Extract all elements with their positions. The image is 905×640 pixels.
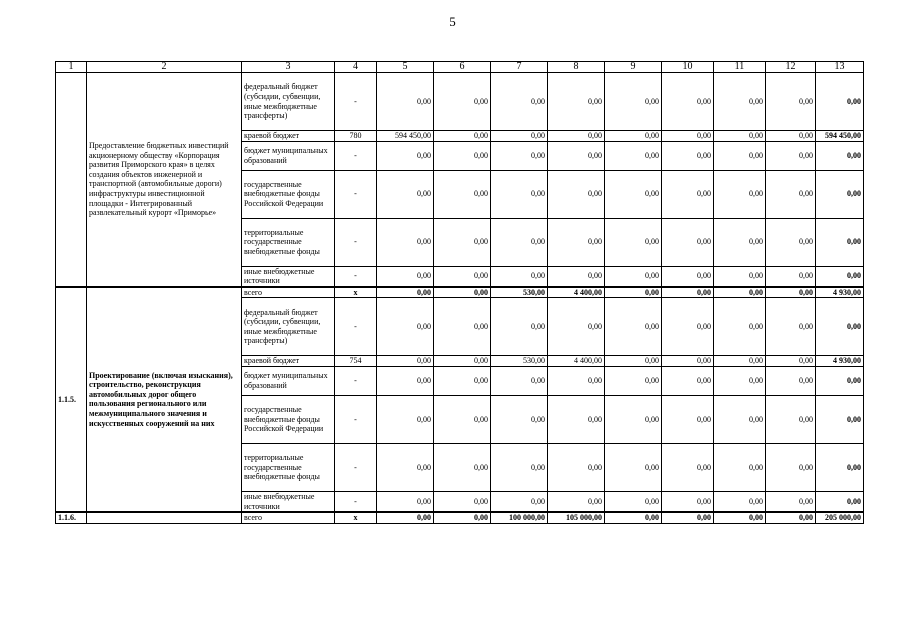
funding-source: государственные внебюджетные фонды Российской Федерации bbox=[242, 170, 335, 218]
value-cell: 530,00 bbox=[491, 356, 548, 367]
value-cell: 0,00 bbox=[766, 298, 816, 356]
value-cell: 0,00 bbox=[714, 131, 766, 142]
value-cell: 0,00 bbox=[491, 366, 548, 395]
value-cell: 0,00 bbox=[766, 266, 816, 287]
value-cell: 0,00 bbox=[605, 266, 662, 287]
value-cell: 0,00 bbox=[605, 443, 662, 491]
value-cell: 0,00 bbox=[605, 170, 662, 218]
value-cell: 0,00 bbox=[377, 170, 434, 218]
col-header: 4 bbox=[335, 62, 377, 73]
value-cell: 0,00 bbox=[377, 443, 434, 491]
budget-code: - bbox=[335, 366, 377, 395]
value-cell: 0,00 bbox=[605, 73, 662, 131]
funding-source: краевой бюджет bbox=[242, 131, 335, 142]
value-cell: 0,00 bbox=[816, 395, 864, 443]
page-number: 5 bbox=[449, 14, 456, 29]
value-cell: 0,00 bbox=[714, 298, 766, 356]
value-cell: 0,00 bbox=[816, 218, 864, 266]
value-cell: 594 450,00 bbox=[377, 131, 434, 142]
value-cell: 0,00 bbox=[491, 298, 548, 356]
value-cell: 0,00 bbox=[548, 131, 605, 142]
col-header: 7 bbox=[491, 62, 548, 73]
value-cell: 0,00 bbox=[662, 491, 714, 512]
value-cell: 0,00 bbox=[491, 443, 548, 491]
value-cell: 0,00 bbox=[491, 266, 548, 287]
funding-source: иные внебюджетные источники bbox=[242, 266, 335, 287]
value-cell: 0,00 bbox=[766, 395, 816, 443]
table-body bbox=[56, 62, 864, 524]
col-header: 1 bbox=[56, 62, 87, 73]
value-cell: 0,00 bbox=[491, 170, 548, 218]
funding-source: иные внебюджетные источники bbox=[242, 491, 335, 512]
value-cell: 0,00 bbox=[377, 366, 434, 395]
value-cell: 0,00 bbox=[434, 443, 491, 491]
value-cell: 0,00 bbox=[377, 266, 434, 287]
budget-code: x bbox=[335, 512, 377, 523]
col-header: 10 bbox=[662, 62, 714, 73]
value-cell: 0,00 bbox=[816, 491, 864, 512]
value-cell: 4 930,00 bbox=[816, 287, 864, 298]
value-cell: 0,00 bbox=[714, 141, 766, 170]
value-cell: 0,00 bbox=[766, 73, 816, 131]
value-cell: 0,00 bbox=[377, 298, 434, 356]
budget-table bbox=[55, 61, 864, 524]
value-cell: 0,00 bbox=[434, 141, 491, 170]
col-header: 2 bbox=[87, 62, 242, 73]
value-cell: 0,00 bbox=[491, 218, 548, 266]
value-cell: 0,00 bbox=[548, 491, 605, 512]
budget-code: - bbox=[335, 218, 377, 266]
activity-name: Проектирование (включая изыскания), строительство, реконструкция автомобильных дорог общего пользования регионального или межмуниципального значения и искусственных сооружений на них bbox=[87, 287, 242, 512]
value-cell: 0,00 bbox=[548, 366, 605, 395]
budget-code: - bbox=[335, 266, 377, 287]
funding-source: федеральный бюджет (субсидии, субвенции, иные межбюджетные трансферты) bbox=[242, 73, 335, 131]
budget-code: 780 bbox=[335, 131, 377, 142]
funding-source: бюджет муниципальных образований bbox=[242, 366, 335, 395]
value-cell: 0,00 bbox=[605, 366, 662, 395]
value-cell: 0,00 bbox=[766, 512, 816, 523]
row-index: 1.1.5. bbox=[56, 287, 87, 512]
value-cell: 0,00 bbox=[434, 131, 491, 142]
value-cell: 105 000,00 bbox=[548, 512, 605, 523]
value-cell: 0,00 bbox=[491, 73, 548, 131]
value-cell: 0,00 bbox=[766, 141, 816, 170]
value-cell: 0,00 bbox=[548, 218, 605, 266]
value-cell: 0,00 bbox=[662, 443, 714, 491]
value-cell: 0,00 bbox=[548, 266, 605, 287]
value-cell: 0,00 bbox=[816, 443, 864, 491]
value-cell: 0,00 bbox=[377, 395, 434, 443]
col-header: 3 bbox=[242, 62, 335, 73]
value-cell: 0,00 bbox=[714, 218, 766, 266]
value-cell: 0,00 bbox=[662, 298, 714, 356]
header-row bbox=[56, 62, 864, 73]
value-cell: 0,00 bbox=[662, 287, 714, 298]
value-cell: 0,00 bbox=[714, 356, 766, 367]
value-cell: 0,00 bbox=[714, 443, 766, 491]
value-cell: 0,00 bbox=[377, 141, 434, 170]
value-cell: 0,00 bbox=[548, 395, 605, 443]
value-cell: 0,00 bbox=[377, 73, 434, 131]
value-cell: 0,00 bbox=[434, 266, 491, 287]
value-cell: 0,00 bbox=[605, 512, 662, 523]
value-cell: 4 930,00 bbox=[816, 356, 864, 367]
value-cell: 0,00 bbox=[434, 512, 491, 523]
value-cell: 0,00 bbox=[605, 218, 662, 266]
value-cell: 0,00 bbox=[377, 491, 434, 512]
value-cell: 0,00 bbox=[816, 366, 864, 395]
value-cell: 0,00 bbox=[548, 170, 605, 218]
budget-code: - bbox=[335, 170, 377, 218]
value-cell: 0,00 bbox=[377, 218, 434, 266]
budget-code: x bbox=[335, 287, 377, 298]
value-cell: 0,00 bbox=[434, 395, 491, 443]
value-cell: 0,00 bbox=[605, 141, 662, 170]
value-cell: 0,00 bbox=[434, 218, 491, 266]
value-cell: 0,00 bbox=[605, 131, 662, 142]
value-cell: 0,00 bbox=[714, 512, 766, 523]
value-cell: 0,00 bbox=[662, 141, 714, 170]
value-cell: 0,00 bbox=[662, 218, 714, 266]
funding-source: бюджет муниципальных образований bbox=[242, 141, 335, 170]
value-cell: 4 400,00 bbox=[548, 287, 605, 298]
row-index: 1.1.6. bbox=[56, 512, 87, 523]
value-cell: 0,00 bbox=[766, 218, 816, 266]
value-cell: 0,00 bbox=[491, 131, 548, 142]
value-cell: 0,00 bbox=[662, 395, 714, 443]
budget-code: 754 bbox=[335, 356, 377, 367]
value-cell: 530,00 bbox=[491, 287, 548, 298]
value-cell: 0,00 bbox=[434, 356, 491, 367]
value-cell: 0,00 bbox=[766, 170, 816, 218]
value-cell: 0,00 bbox=[434, 298, 491, 356]
value-cell: 0,00 bbox=[816, 298, 864, 356]
value-cell: 0,00 bbox=[662, 356, 714, 367]
funding-source: всего bbox=[242, 512, 335, 523]
value-cell: 0,00 bbox=[714, 266, 766, 287]
value-cell: 0,00 bbox=[548, 298, 605, 356]
value-cell: 0,00 bbox=[662, 131, 714, 142]
value-cell: 0,00 bbox=[377, 512, 434, 523]
col-header: 12 bbox=[766, 62, 816, 73]
value-cell: 0,00 bbox=[766, 287, 816, 298]
funding-source: всего bbox=[242, 287, 335, 298]
value-cell: 0,00 bbox=[714, 491, 766, 512]
value-cell: 0,00 bbox=[662, 266, 714, 287]
value-cell: 0,00 bbox=[662, 366, 714, 395]
value-cell: 0,00 bbox=[434, 73, 491, 131]
value-cell: 0,00 bbox=[605, 287, 662, 298]
activity-name bbox=[87, 512, 242, 523]
activity-name: Предоставление бюджетных инвестиций акционерному обществу «Корпорация развития Приморского края» в целях создания объектов инженерной и транспортной (автомобильные дороги) инфраструктуры инвестиционной площадки - Интегрированный развлекательный курорт «Приморье» bbox=[87, 73, 242, 287]
budget-code: - bbox=[335, 298, 377, 356]
value-cell: 0,00 bbox=[714, 73, 766, 131]
funding-source: федеральный бюджет (субсидии, субвенции, иные межбюджетные трансферты) bbox=[242, 298, 335, 356]
budget-code: - bbox=[335, 443, 377, 491]
value-cell: 0,00 bbox=[548, 141, 605, 170]
col-header: 6 bbox=[434, 62, 491, 73]
value-cell: 0,00 bbox=[434, 170, 491, 218]
value-cell: 0,00 bbox=[548, 73, 605, 131]
value-cell: 0,00 bbox=[605, 491, 662, 512]
value-cell: 0,00 bbox=[766, 131, 816, 142]
col-header: 5 bbox=[377, 62, 434, 73]
value-cell: 205 000,00 bbox=[816, 512, 864, 523]
value-cell: 0,00 bbox=[766, 443, 816, 491]
value-cell: 0,00 bbox=[491, 141, 548, 170]
value-cell: 0,00 bbox=[816, 73, 864, 131]
col-header: 13 bbox=[816, 62, 864, 73]
value-cell: 0,00 bbox=[816, 170, 864, 218]
table-row bbox=[56, 73, 864, 131]
value-cell: 0,00 bbox=[662, 170, 714, 218]
value-cell: 0,00 bbox=[714, 366, 766, 395]
col-header: 8 bbox=[548, 62, 605, 73]
value-cell: 0,00 bbox=[491, 491, 548, 512]
funding-source: краевой бюджет bbox=[242, 356, 335, 367]
funding-source: территориальные государственные внебюджетные фонды bbox=[242, 218, 335, 266]
value-cell: 0,00 bbox=[434, 491, 491, 512]
total-row bbox=[56, 512, 864, 523]
value-cell: 0,00 bbox=[816, 266, 864, 287]
value-cell: 0,00 bbox=[605, 298, 662, 356]
value-cell: 0,00 bbox=[714, 287, 766, 298]
value-cell: 0,00 bbox=[605, 395, 662, 443]
col-header: 11 bbox=[714, 62, 766, 73]
total-row bbox=[56, 287, 864, 298]
value-cell: 0,00 bbox=[816, 141, 864, 170]
value-cell: 100 000,00 bbox=[491, 512, 548, 523]
value-cell: 0,00 bbox=[377, 287, 434, 298]
budget-code: - bbox=[335, 395, 377, 443]
value-cell: 4 400,00 bbox=[548, 356, 605, 367]
value-cell: 0,00 bbox=[662, 73, 714, 131]
value-cell: 0,00 bbox=[714, 170, 766, 218]
value-cell: 0,00 bbox=[662, 512, 714, 523]
value-cell: 0,00 bbox=[766, 356, 816, 367]
value-cell: 0,00 bbox=[434, 366, 491, 395]
row-index bbox=[56, 73, 87, 287]
budget-code: - bbox=[335, 141, 377, 170]
value-cell: 0,00 bbox=[714, 395, 766, 443]
value-cell: 0,00 bbox=[377, 356, 434, 367]
value-cell: 0,00 bbox=[548, 443, 605, 491]
budget-code: - bbox=[335, 73, 377, 131]
col-header: 9 bbox=[605, 62, 662, 73]
value-cell: 0,00 bbox=[491, 395, 548, 443]
value-cell: 0,00 bbox=[434, 287, 491, 298]
value-cell: 594 450,00 bbox=[816, 131, 864, 142]
funding-source: территориальные государственные внебюджетные фонды bbox=[242, 443, 335, 491]
value-cell: 0,00 bbox=[605, 356, 662, 367]
budget-code: - bbox=[335, 491, 377, 512]
value-cell: 0,00 bbox=[766, 366, 816, 395]
value-cell: 0,00 bbox=[766, 491, 816, 512]
funding-source: государственные внебюджетные фонды Российской Федерации bbox=[242, 395, 335, 443]
